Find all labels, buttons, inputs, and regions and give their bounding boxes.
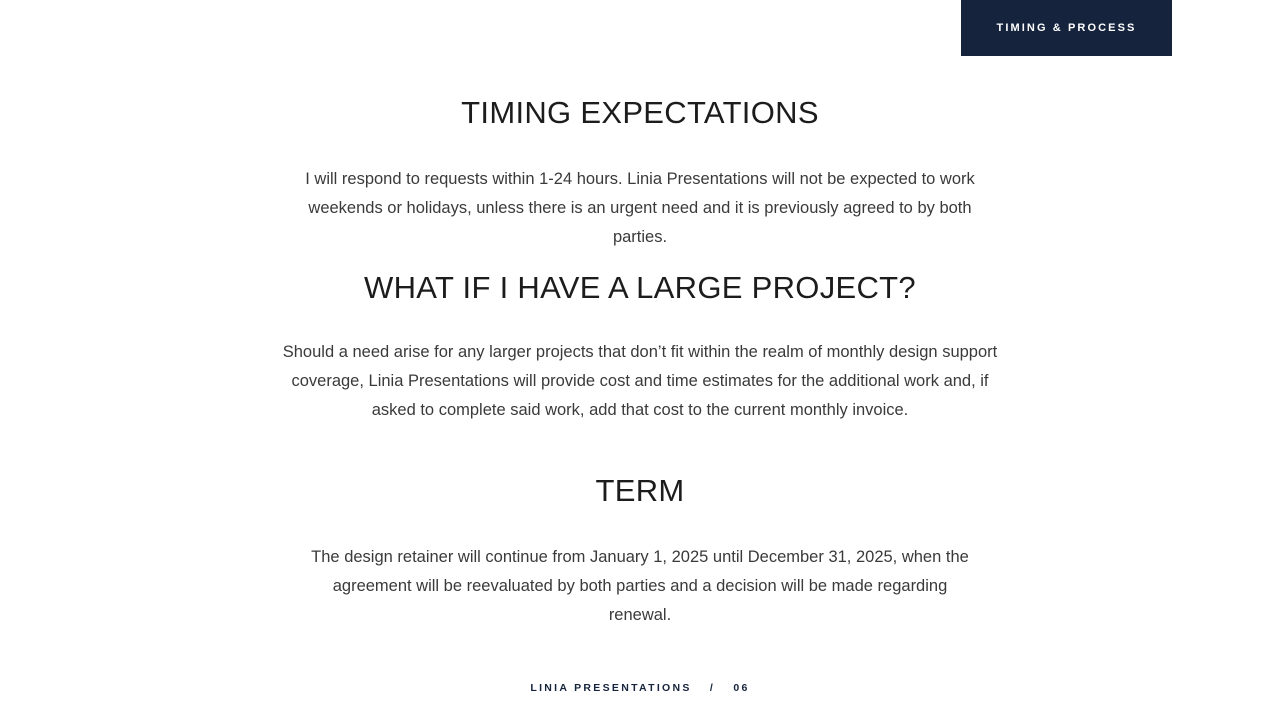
section-paragraph: The design retainer will continue from January 1, 2025 until December 31, 2025, when the agreement will be reevaluated by both parties and a decision will be made regarding renewal. [311,548,969,625]
slide-footer [0,682,1280,694]
section-tag-banner [961,0,1172,56]
section-timing-expectations [240,96,1040,252]
section-paragraph: I will respond to requests within 1-24 hours. Linia Presentations will not be expected to work weekends or holidays, unless there is an urgent need and it is previously agreed to by both parties. [305,170,975,247]
section-heading: TIMING EXPECTATIONS [461,95,819,130]
section-heading: WHAT IF I HAVE A LARGE PROJECT? [364,270,916,305]
section-heading: TERM [595,473,685,508]
section-term [240,474,1040,630]
footer-brand: LINIA PRESENTATIONS [530,682,692,694]
footer-page-number: 06 [733,682,750,694]
section-tag-label: TIMING & PROCESS [996,22,1137,34]
section-large-project [240,271,1040,425]
section-paragraph: Should a need arise for any larger projects that don’t fit within the realm of monthly design support coverage, Linia Presentations will provide cost and time estimates for the additional work and, if asked to complete said work, add that cost to the current monthly invoice. [282,343,998,420]
footer-separator: / [709,682,716,694]
